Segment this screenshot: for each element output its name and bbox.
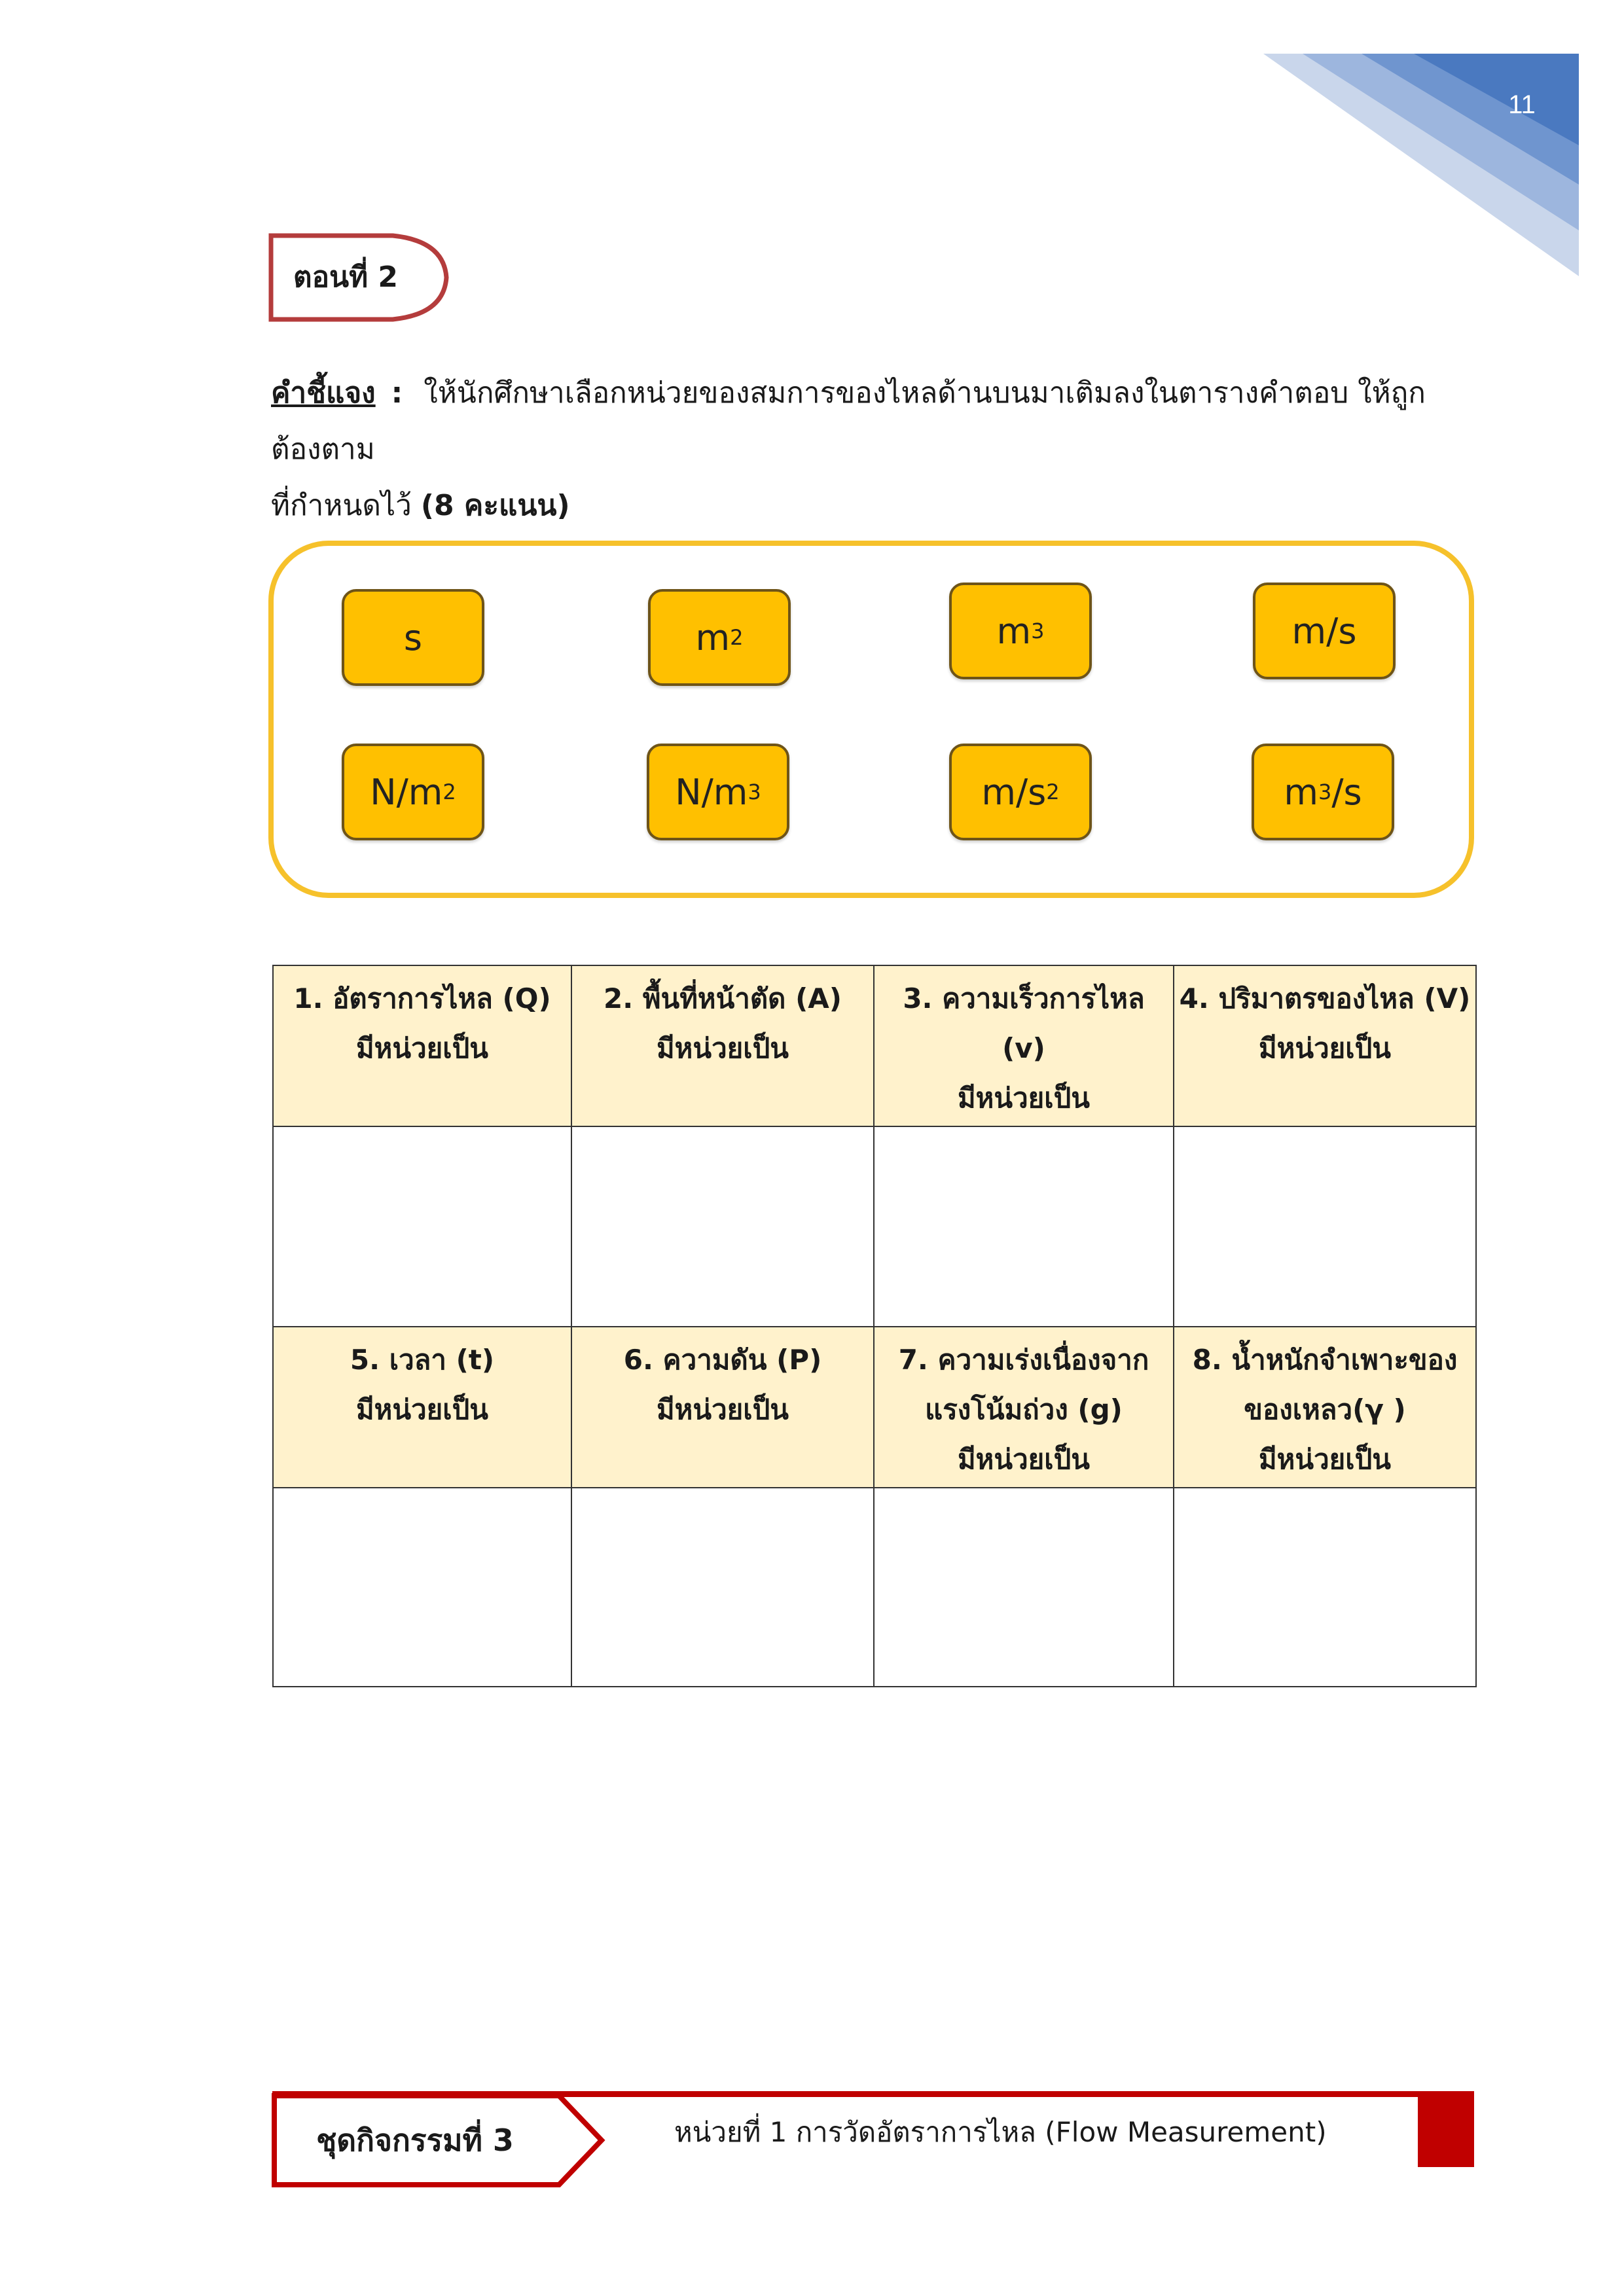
header-line: มีหน่วยเป็น [355,1393,488,1426]
table-answer-row [273,1126,1476,1327]
instructions-line2: ที่กำหนดไว้ [271,489,412,522]
footer-activity-tab [271,2092,606,2188]
header-line: มีหน่วยเป็น [656,1032,789,1064]
footer-accent-block [1418,2094,1474,2167]
table-header-cell [874,1327,1174,1488]
unit-base: m/s [1291,610,1357,652]
instructions-separator: : [391,376,403,410]
answer-cell[interactable] [874,1126,1174,1327]
unit-base: m [1284,771,1318,813]
header-line: มีหน่วยเป็น [1258,1443,1391,1475]
unit-base: s [403,617,423,658]
unit-chip[interactable]: m 3 /s [1252,744,1394,840]
header-line: 3. ความเร็วการไหล [903,982,1145,1014]
unit-tail: /s [1331,771,1362,813]
table-header-cell [874,965,1174,1126]
answer-cell[interactable] [273,1488,571,1687]
instructions-label: คำชี้แจง [271,376,376,410]
unit-chip[interactable]: m 2 [648,589,791,686]
header-line: มีหน่วยเป็น [656,1393,789,1426]
instructions [271,365,1449,534]
unit-chip[interactable]: N/m 3 [647,744,789,840]
unit-base: m/s [981,771,1047,813]
unit-chip[interactable]: m/s 2 [949,744,1092,840]
header-line: 5. เวลา (t) [350,1344,495,1376]
table-header-cell [1174,965,1476,1126]
header-line: 6. ความดัน (P) [623,1344,822,1376]
answer-cell[interactable] [571,1488,874,1687]
unit-chip[interactable] [1253,583,1396,679]
corner-decoration [1263,54,1579,276]
unit-base: m [695,617,731,658]
unit-base: m [996,610,1032,652]
table-answer-row [273,1488,1476,1687]
instructions-points: (8 คะแนน) [420,489,570,522]
unit-chip[interactable]: N/m 2 [342,744,484,840]
answer-cell[interactable] [874,1488,1174,1687]
instructions-line1: ให้นักศึกษาเลือกหน่วยของสมการของไหลด้านบนมาเติมลงในตารางคำตอบ ให้ถูกต้องตาม [271,376,1426,466]
table-header-cell [571,1327,874,1488]
answer-cell[interactable] [1174,1488,1476,1687]
footer-title: หน่วยที่ 1 การวัดอัตราการไหล (Flow Measurement) [674,2116,1327,2148]
table-header-cell [1174,1327,1476,1488]
unit-chip[interactable] [342,589,484,686]
header-line: 7. ความเร่งเนื่องจาก [898,1344,1149,1376]
header-line: ของเหลว(γ ) [1244,1393,1406,1426]
table-header-cell [273,1327,571,1488]
header-line: 2. พื้นที่หน้าตัด (A) [604,982,842,1014]
header-line: (v) [1002,1032,1045,1064]
table-header-row [273,965,1476,1126]
table-header-row [273,1327,1476,1488]
answer-cell[interactable] [1174,1126,1476,1327]
header-line: มีหน่วยเป็น [1258,1032,1391,1064]
header-line: 4. ปริมาตรของไหล (V) [1179,982,1471,1014]
section-label: ตอนที่ 2 [293,260,399,294]
section-tab [268,233,449,322]
footer-activity-label: ชุดกิจกรรมที่ 3 [316,2123,514,2158]
header-line: มีหน่วยเป็น [355,1032,488,1064]
unit-base: N/m [370,771,443,813]
table-header-cell [571,965,874,1126]
answer-table [272,965,1477,1687]
unit-base: N/m [675,771,748,813]
header-line: มีหน่วยเป็น [957,1443,1090,1475]
table-header-cell [273,965,571,1126]
header-line: 1. อัตราการไหล (Q) [293,982,551,1014]
answer-cell[interactable] [571,1126,874,1327]
page-number: 11 [1508,90,1536,119]
answer-cell[interactable] [273,1126,571,1327]
unit-chip[interactable]: m 3 [949,583,1092,679]
header-line: มีหน่วยเป็น [957,1082,1090,1114]
header-line: แรงโน้มถ่วง (g) [925,1393,1123,1426]
header-line: 8. น้ำหนักจำเพาะของ [1192,1344,1458,1376]
